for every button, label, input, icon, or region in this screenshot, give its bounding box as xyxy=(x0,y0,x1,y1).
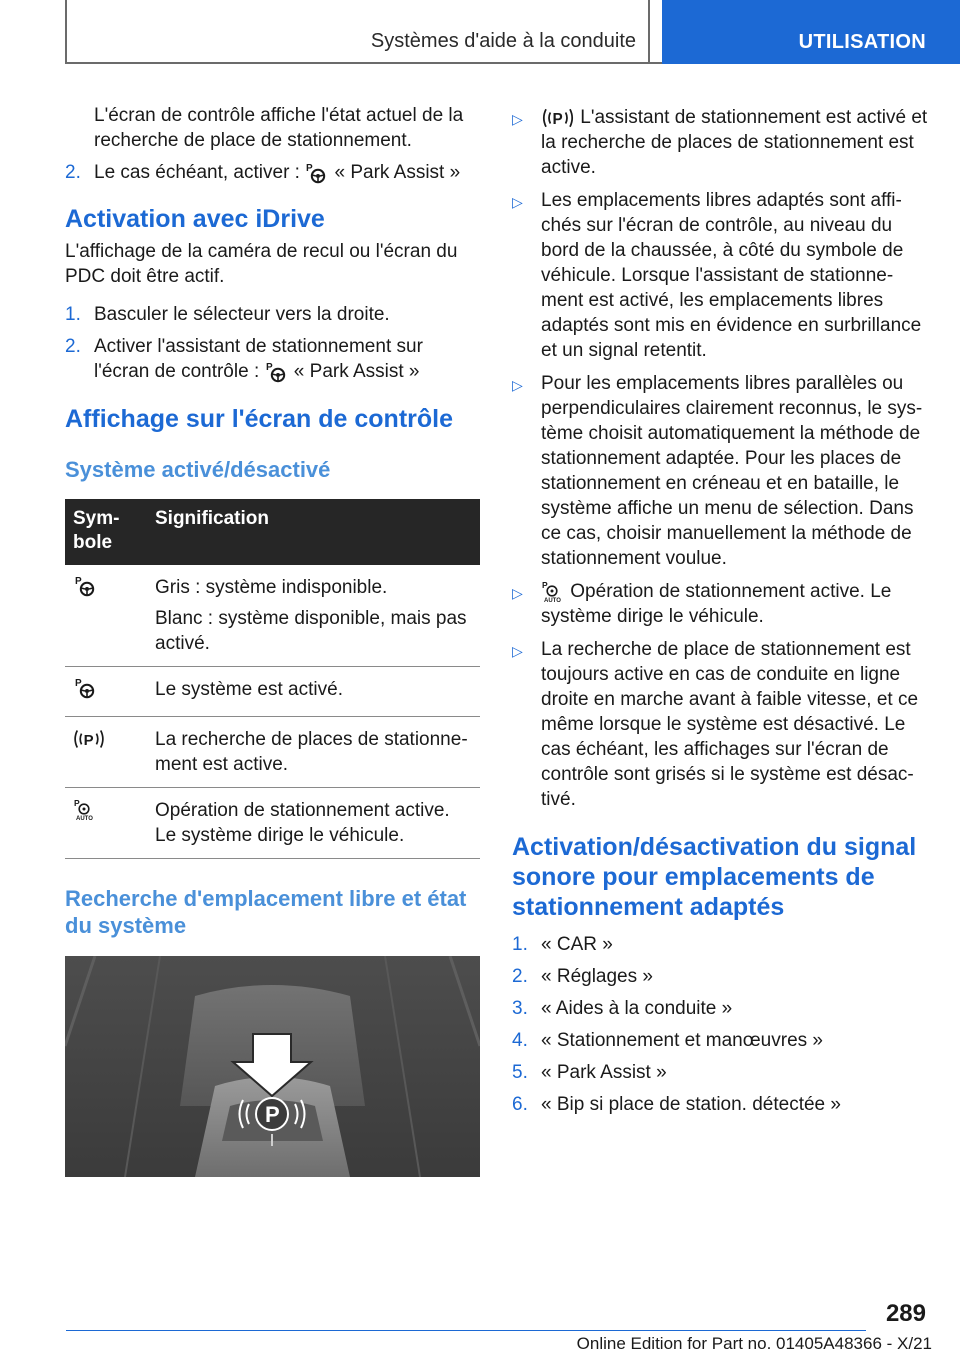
meaning-cell xyxy=(147,565,480,667)
list-item xyxy=(512,996,932,1021)
list-item xyxy=(512,579,932,629)
bullet-text: Pour les emplacements libres parallèles ou perpendiculaires clairement reconnus, le sys-tème choisit automatiquement la méthode de stationnement adaptée. Pour les places de stationnement en créneau et en bataille, le système affiche un menu de sélection. Dans ce cas, choisir manuellement la méthode de stationnement voulue. xyxy=(541,373,923,569)
section-title: UTILISATION xyxy=(798,31,926,53)
meaning-line: Blanc : système disponible, mais pas activé. xyxy=(155,608,467,654)
symbol-cell xyxy=(65,667,147,717)
park-assist-steering-icon xyxy=(305,162,329,184)
list-item xyxy=(512,637,932,812)
list-item xyxy=(512,1060,932,1085)
meaning-cell xyxy=(147,667,480,717)
idrive-text: L'affichage de la caméra de recul ou l'écran du PDC doit être actif. xyxy=(65,241,458,287)
list-item xyxy=(512,371,932,571)
list-item xyxy=(65,302,480,327)
list-item xyxy=(512,932,932,957)
table-row xyxy=(65,667,480,717)
step-number: 1. xyxy=(512,934,528,955)
list-item xyxy=(512,105,932,180)
symbol-cell xyxy=(65,717,147,788)
step-text: Basculer le sélecteur vers la droite. xyxy=(94,304,390,325)
step-text: « Aides à la conduite » xyxy=(541,998,733,1019)
page-number: 289 xyxy=(885,1300,926,1327)
meaning-cell xyxy=(147,717,480,788)
left-column xyxy=(65,100,480,1177)
step-text: « Park Assist » xyxy=(541,1062,667,1083)
table-row xyxy=(65,788,480,859)
park-assist-auto-icon xyxy=(541,580,565,604)
parking-space-search-icon xyxy=(541,106,575,130)
park-assist-auto-icon xyxy=(73,798,97,822)
list-item xyxy=(512,964,932,989)
table-header-row xyxy=(65,499,480,565)
status-bullets xyxy=(512,105,932,812)
meaning-line: La recherche de places de stationne-ment est active. xyxy=(155,729,468,775)
heading-search-status: Recherche d'emplacement libre et état du système xyxy=(65,886,467,938)
table-row xyxy=(65,717,480,788)
meaning-cell xyxy=(147,788,480,859)
bullet-text: La recherche de place de stationnement est toujours active en cas de conduite en ligne droite en marche avant à faible vitesse, et ce même lorsque le système est désactivé. Le cas échéant, les affichages sur l'écran de contrôle sont grisés si le système est désac-tivé. xyxy=(541,639,919,810)
list-item xyxy=(512,1092,932,1117)
column-header-meaning: Signification xyxy=(147,499,480,565)
header-border-divider xyxy=(648,0,650,64)
step-number: 2. xyxy=(65,336,81,357)
menu-path-steps xyxy=(512,932,932,1117)
heading-display: Affichage sur l'écran de contrôle xyxy=(65,405,453,433)
step-number: 1. xyxy=(65,304,81,325)
bullet-triangle-icon: ▷ xyxy=(512,643,523,659)
meaning-line: Le système est activé. xyxy=(155,679,343,700)
bullet-triangle-icon: ▷ xyxy=(512,377,523,393)
meaning-line: Opération de stationnement active. Le système dirige le véhicule. xyxy=(155,800,450,846)
bullet-triangle-icon: ▷ xyxy=(512,585,523,601)
step-text: Activer l'assistant de stationnement sur l'écran de contrôle : xyxy=(94,336,423,382)
heading-system-status: Système activé/désactivé xyxy=(65,457,331,482)
park-assist-active-icon xyxy=(73,677,99,699)
table-row xyxy=(65,565,480,667)
footer-rule xyxy=(66,1330,866,1331)
meaning-line: Gris : système indisponible. xyxy=(155,577,388,598)
step-text: « CAR » xyxy=(541,934,613,955)
right-column xyxy=(512,100,932,1124)
step-number: 2. xyxy=(512,966,528,987)
step-number: 4. xyxy=(512,1030,528,1051)
section-tab xyxy=(662,0,960,64)
chapter-title: Systèmes d'aide à la conduite xyxy=(370,30,636,52)
bullet-text: Opération de stationnement active. Le système dirige le véhicule. xyxy=(541,581,892,627)
bullet-text: Les emplacements libres adaptés sont affi-chés sur l'écran de contrôle, au niveau du bord de la chaussée, à côté du symbole de véhicule. Lorsque l'assistant de stationne-ment est activé, les emplacements libres adaptés sont mis en évidence en surbrillance et un signal retentit. xyxy=(541,190,922,361)
step-text: « Bip si place de station. détectée » xyxy=(541,1094,841,1115)
step-number: 6. xyxy=(512,1094,528,1115)
column-header-symbol: Sym- bole xyxy=(65,499,147,565)
heading-signal-toggle: Activation/désactivation du signal sonore pour emplacements de stationnement adaptés xyxy=(512,833,917,921)
intro-text: L'écran de contrôle affiche l'état actuel de la recherche de place de stationnement. xyxy=(94,105,464,151)
step-text: Le cas échéant, activer : xyxy=(94,162,300,183)
list-item xyxy=(65,160,480,185)
activation-steps xyxy=(65,160,480,185)
step-text: « Stationnement et manœuvres » xyxy=(541,1030,823,1051)
parking-display-illustration xyxy=(65,956,480,1177)
park-assist-steering-icon xyxy=(73,575,99,597)
header-border-left xyxy=(65,0,67,64)
list-item xyxy=(65,334,480,384)
step-option-label: « Park Assist » xyxy=(334,162,461,183)
symbol-table xyxy=(65,499,480,859)
bullet-triangle-icon: ▷ xyxy=(512,194,523,210)
heading-activation-idrive: Activation avec iDrive xyxy=(65,205,325,233)
step-option-label: « Park Assist » xyxy=(293,361,420,382)
bullet-triangle-icon: ▷ xyxy=(512,111,523,127)
symbol-cell xyxy=(65,565,147,667)
idrive-steps xyxy=(65,302,480,384)
parking-space-search-icon xyxy=(73,727,105,751)
bullet-text: L'assistant de stationnement est activé et la recherche de places de stationnement est active. xyxy=(541,107,928,178)
edition-footer: Online Edition for Part no. 01405A48366 - X/21 xyxy=(576,1334,932,1353)
step-number: 3. xyxy=(512,998,528,1019)
svg-text:P: P xyxy=(265,1102,280,1127)
list-item xyxy=(512,188,932,363)
step-text: « Réglages » xyxy=(541,966,653,987)
step-number: 5. xyxy=(512,1062,528,1083)
step-number: 2. xyxy=(65,162,81,183)
symbol-cell xyxy=(65,788,147,859)
park-assist-steering-icon xyxy=(265,361,289,383)
list-item xyxy=(512,1028,932,1053)
